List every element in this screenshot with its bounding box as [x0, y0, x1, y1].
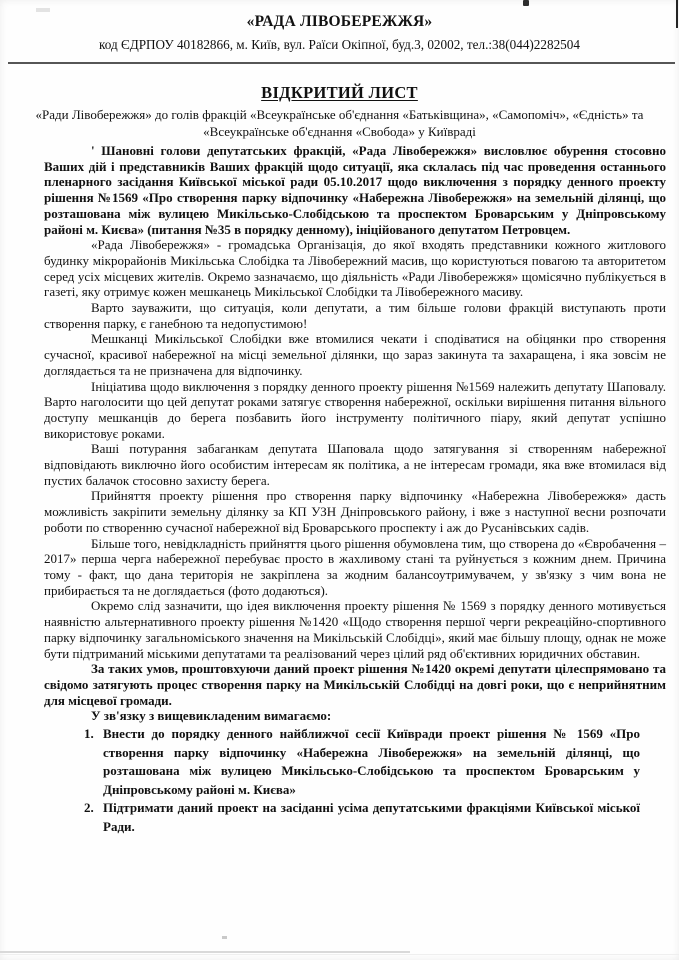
paragraph: Варто зауважити, що ситуація, коли депутати, а тим більше голови фракцій виступають проти створення парку, є ганебною та недопустимою!	[44, 300, 666, 331]
demand-item: 2. Підтримати даний проект на засіданні усіма депутатськими фракціями Київської міської Ради.	[97, 799, 640, 836]
scan-artifact-speck	[222, 936, 227, 939]
paragraph: Мешканці Микільської Слобідки вже втомилися чекати і сподіватися на обіцянки про створення сучасної, красивої набережної на місці земельної ділянки, що зараз закинута та захаращена, і яка зовсім не доглядається та не призначена для відпочинку.	[44, 331, 666, 378]
letter-body	[0, 140, 679, 836]
letter-subtitle: «Ради Лівобережжя» до голів фракцій «Всеукраїнське об'єднання «Батьківщина», «Самопоміч», «Єдність» та «Всеукраїнське об'єднання «Свобода» у Київраді	[35, 107, 644, 139]
paragraphs-container	[44, 143, 666, 708]
demands-intro: У зв'язку з вищевикладеним вимагаємо:	[91, 708, 332, 724]
paragraph: Ініціатива щодо виключення з порядку денного проекту рішення №1569 належить депутату Шаповалу. Варто наголосити що цей депутат роками затягує створення набережної, оскільки вирішення питання вільного доступу мешканців до берега позбавить його інструменту політичного піару, який депутат успішно використовує роками.	[44, 378, 666, 441]
scan-artifact-bottom-line	[0, 951, 410, 953]
paragraph: ' Шановні голови депутатських фракцій, «Рада Лівобережжя» висловлює обурення стосовно Ваших дій і представників Ваших фракцій щодо ситуації, яка склалась під час проведення останнього пленарного засідання Київської міської ради 05.10.2017 щодо виключення з порядку денного проекту рішення №1569 «Про створення парку відпочинку «Набережна Лівобережжя» на земельній ділянці, що розташована між вулицею Микільсько-Слобідською та проспектом Броварським у Дніпровському районі м. Києва» (питання №35 в порядку денному), ініційованого депутатом Петровцем.	[44, 143, 666, 237]
paragraph: Прийняття проекту рішення про створення парку відпочинку «Набережна Лівобережжя» дасть можливість закріпити земельну ділянку за КП УЗН Дніпровського району, і вже з наступної весни розпочати роботи по створенню сучасної набережної від Броварського проспекту і аж до Русанівських садів.	[44, 488, 666, 535]
letterhead	[0, 0, 679, 64]
paragraph: «Рада Лівобережжя» - громадська Організація, до якої входять представники кожного житлового будинку мікрорайонів Микільська Слобідка та Лівобережний масив, що користуються повагою та авторитетом серед усіх місцевих жителів. Окремо зазначаємо, що діяльність «Ради Лівобережжя» щомісячно публікується в газеті, яку отримує кожен мешканець Микільської Слобідки та Лівобережного масиву.	[44, 237, 666, 300]
letter-title: ВІДКРИТИЙ ЛИСТ	[261, 83, 418, 102]
demand-item: 1. Внести до порядку денного найближчої сесії Київради проект рішення № 1569 «Про створення парку відпочинку «Набережна Лівобережжя» на земельній ділянці, що розташована між вулицею Микільсько-Слобідською та проспектом Броварським у Дніпровському районі м. Києва»	[97, 725, 640, 799]
paragraph: За таких умов, проштовхуючи даний проект рішення №1420 окремі депутати цілеспрямовано та свідомо затягують процес створення парку на Микільській Слобідці на довгі роки, що є неприйнятним для місцевої громади.	[44, 661, 666, 708]
letter-content	[0, 83, 679, 836]
letterhead-divider	[8, 62, 675, 64]
paragraph: Окремо слід зазначити, що ідея виключення проекту рішення № 1569 з порядку денного мотивується наявністю альтернативного проекту рішення №1420 «Щодо створення першої черги рекреаційно-спортивного парку відпочинку загальноміського значення на Микільській Слобідці», який має більшу площу, однак не може бути підтриманий міськими депутатами та реалізований через цілий ряд об'єктивних юридичних обставин.	[44, 598, 666, 661]
scan-artifact-bottom-line	[0, 954, 679, 955]
demands-list	[44, 725, 666, 836]
organization-name: «РАДА ЛІВОБЕРЕЖЖЯ»	[246, 13, 433, 30]
paragraph: Ваші потурання забаганкам депутата Шаповала щодо затягування зі створенням набережної відповідають виключно його особистим інтересам як політика, а не інтересам громади, яка вже втомилася від пустих балачок стосовно захисту берега.	[44, 441, 666, 488]
paragraph: Більше того, невідкладність прийняття цього рішення обумовлена тим, що створена до «Євробачення – 2017» перша черга набережної перебуває просто в жахливому стані та руйнується з кожним днем. Причина тому - факт, що дана територія не закріплена за жодним балансоутримувачем, у зв'язку з чим вона не прибирається та не доглядається (фото додаються).	[44, 535, 666, 598]
organization-details: код ЄДРПОУ 40182866, м. Київ, вул. Раїси Окіпної, буд.3, 02002, тел.:38(044)2282504	[99, 37, 580, 52]
